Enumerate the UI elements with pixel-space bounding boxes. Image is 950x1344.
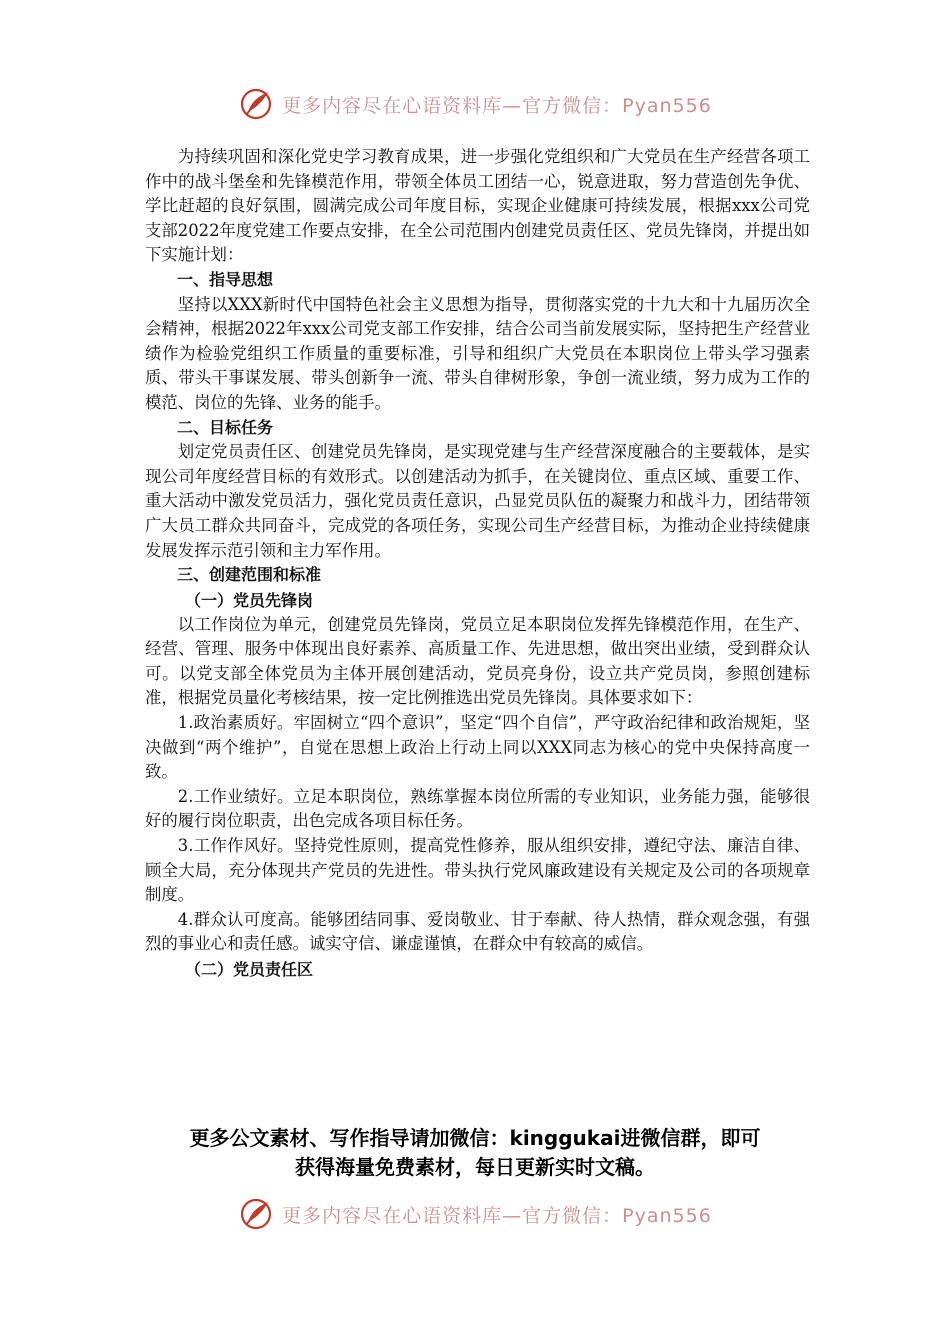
requirement-item-3: 3.工作作风好。坚持党性原则，提高党性修养，服从组织安排，遵纪守法、廉洁自律、顾全大局，充分体现共产党员的先进性。带头执行党风廉政建设有关规定及公司的各项规章制度。 <box>145 836 810 905</box>
goals-paragraph: 划定党员责任区、创建党员先锋岗，是实现党建与生产经营深度融合的主要载体，是实现公司年度经营目标的有效形式。以创建活动为抓手，在关键岗位、重点区域、重要工作、重大活动中激发党员活力，强化党员责任意识，凸显党员队伍的凝聚力和战斗力，团结带领广大员工群众共同奋斗，完成党的各项任务，实现公司生产经营目标，为推动企业持续健康发展发挥示范引领和主力军作用。 <box>145 442 810 560</box>
promo-line-1: 更多公文素材、写作指导请加微信：kinggukai进微信群，即可 <box>189 1126 761 1150</box>
pioneer-paragraph: 以工作岗位为单元，创建党员先锋岗，党员立足本职岗位发挥先锋模范作用，在生产、经营、管理、服务中体现出良好素养、高质量工作、先进思想，做出突出业绩，受到群众认可。以党支部全体党员为主体开展创建活动，党员亮身份，设立共产党员岗，参照创建标准，根据党员量化考核结果，按一定比例推选出党员先锋岗。具体要求如下： <box>145 614 810 708</box>
promo-line-2: 获得海量免费素材，每日更新实时文稿。 <box>295 1155 655 1179</box>
document-body <box>145 145 810 982</box>
heading-duty-area: （二）党员责任区 <box>185 960 314 979</box>
heading-scope: 三、创建范围和标准 <box>177 565 322 585</box>
watermark-text: 更多内容尽在心语资料库—官方微信：Pyan556 <box>282 1204 712 1227</box>
heading-guiding-thought: 一、指导思想 <box>177 269 274 289</box>
requirement-item-4: 4.群众认可度高。能够团结同事、爱岗敬业、甘于奉献、待人热情，群众观念强，有强烈的事业心和责任感。诚实守信、谦虚谨慎，在群众中有较高的威信。 <box>145 909 810 954</box>
promo-notice <box>100 1124 850 1182</box>
header-watermark <box>0 82 950 126</box>
intro-paragraph: 为持续巩固和深化党史学习教育成果，进一步强化党组织和广大党员在生产经营各项工作中的战斗堡垒和先锋模范作用，带领全体员工团结一心，锐意进取，努力营造创先争优、学比赶超的良好氛围，圆满完成公司年度目标，实现企业健康可持续发展，根据xxx公司党支部2022年度党建工作要点安排，在全公司范围内创建党员责任区、党员先锋岗，并提出如下实施计划： <box>145 147 810 265</box>
requirement-item-2: 2.工作业绩好。立足本职岗位，熟练掌握本岗位所需的专业知识，业务能力强，能够很好的履行岗位职责，出色完成各项目标任务。 <box>145 786 810 831</box>
watermark-text: 更多内容尽在心语资料库—官方微信：Pyan556 <box>282 94 712 117</box>
heading-goals: 二、目标任务 <box>177 417 274 437</box>
heading-pioneer-post: （一）党员先锋岗 <box>185 590 314 610</box>
pen-logo-icon <box>238 86 274 122</box>
guiding-paragraph: 坚持以XXX新时代中国特色社会主义思想为指导，贯彻落实党的十九大和十九届历次全会精神，根据2022年xxx公司党支部工作安排，结合公司当前发展实际，坚持把生产经营业绩作为检验党组织工作质量的重要标准，引导和组织广大党员在本职岗位上带头学习强素质、带头干事谋发展、带头创新争一流、带头自律树形象，争创一流业绩，努力成为工作的模范、岗位的先锋、业务的能手。 <box>145 294 810 412</box>
requirement-item-1: 1.政治素质好。牢固树立“四个意识”，坚定“四个自信”，严守政治纪律和政治规矩，坚决做到“两个维护”，自觉在思想上政治上行动上同以XXX同志为核心的党中央保持高度一致。 <box>145 713 810 782</box>
footer-watermark <box>0 1192 950 1236</box>
pen-logo-icon <box>238 1196 274 1232</box>
